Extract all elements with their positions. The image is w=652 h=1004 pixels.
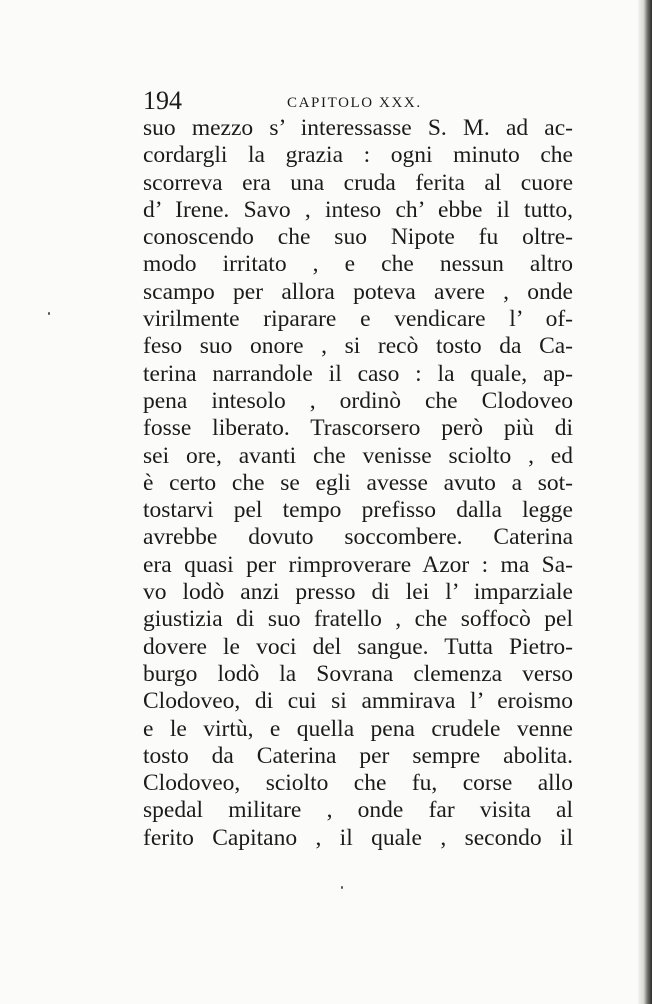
page-edge-shadow [638,0,652,1004]
text-line: era quasi per rimproverare Azor : ma Sa- [143,551,573,578]
text-line: Clodoveo, sciolto che fu, corse allo [143,770,573,797]
text-line: Clodoveo, di cui si ammirava l’ eroismo [143,688,573,715]
text-line: pena intesolo , ordinò che Clodoveo [143,387,573,414]
text-line: giustizia di suo fratello , che soffocò pel [143,606,573,633]
text-line: è certo che se egli avesse avuto a sot- [143,469,573,496]
text-line: virilmente riparare e vendicare l’ of- [143,306,573,333]
text-line: tosto da Caterina per sempre abolita. [143,742,573,769]
paper-speck [48,312,50,315]
text-line: burgo lodò la Sovrana clemenza verso [143,660,573,687]
running-head: CAPITOLO XXX. [287,95,422,111]
text-line: sei ore, avanti che venisse sciolto , ed [143,442,573,469]
text-line: tostarvi pel tempo prefisso dalla legge [143,497,573,524]
page-header [143,86,580,116]
text-line: avrebbe dovuto soccombere. Caterina [143,524,573,551]
paper-speck [341,886,343,889]
text-line: dovere le voci del sangue. Tutta Pietro- [143,633,573,660]
text-line: terina narrandole il caso : la quale, ap- [143,360,573,387]
text-line: e le virtù, e quella pena crudele venne [143,715,573,742]
text-line: cordargli la grazia : ogni minuto che [143,142,573,169]
text-line: conoscendo che suo Nipote fu oltre- [143,224,573,251]
text-line: modo irritato , e che nessun altro [143,251,573,278]
body-text [143,115,573,852]
text-line: scorreva era una cruda ferita al cuore [143,169,573,196]
text-line: fosse liberato. Trascorsero però più di [143,415,573,442]
text-line: spedal militare , onde far visita al [143,797,573,824]
text-line: suo mezzo s’ interessasse S. M. ad ac- [143,115,573,141]
text-line: feso suo onore , si recò tosto da Ca- [143,333,573,360]
page-number: 194 [143,86,182,115]
text-line: ferito Capitano , il quale , secondo il [143,824,573,851]
text-line: d’ Irene. Savo , inteso ch’ ebbe il tutto, [143,196,573,223]
text-line: scampo per allora poteva avere , onde [143,278,573,305]
text-line: vo lodò anzi presso di lei l’ imparziale [143,579,573,606]
